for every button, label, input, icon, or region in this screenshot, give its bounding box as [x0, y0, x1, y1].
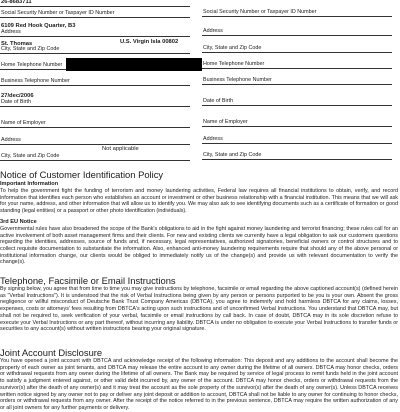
- joint-city-label: City, State and Zip Code: [203, 45, 262, 51]
- joint-business-phone-field: [202, 69, 392, 85]
- redaction-bar: [66, 58, 202, 71]
- joint-employer-city-field: [202, 144, 392, 160]
- address-field: [0, 18, 190, 37]
- joint-city-field: [202, 36, 392, 53]
- joint-employer-address-label: Address: [203, 136, 223, 142]
- paragraph: You have opened a joint account with DBTCA and acknowledge receipt of the following information: This deposit and any additions to the account shall become the property of each owner as joint tenants, and DBTCA may release the entire account to any owner during the lifetime of all owners. DBTCA may honor checks, orders or withdrawal requests from any owner during the lifetime of all owners. The Bank may be required by service of legal process to remit funds held in the joint account to satisfy a judgment entered against, or other valid debt incurred by, any owner of the account. DBTCA may honor checks, orders or withdrawal requests from the survivor(s) after the death of any owner(s) and it may treat the account as the sole property of the survivor(s) after the death of any owner(s). Unless DBTCA receives written notice signed by any owner not to pay or deliver any joint deposit or addition to account, DBTCA shall not be liable to any owner for continuing to honor checks, orders or withdrawal requests from any owner. After the receipt of the notice referred to in the previous sentence, DBTCA may require the written authorization of any or all joint owners for any further payments or delivery.: [0, 358, 398, 411]
- city-field: [0, 37, 190, 54]
- employer-field: [0, 107, 190, 128]
- city-label: City, State and Zip Code: [1, 46, 60, 52]
- employer-address-field: [0, 128, 190, 145]
- joint-dob-label: Date of Birth: [203, 98, 233, 104]
- subheading: Important Information: [0, 181, 59, 187]
- paragraph: By signing below, you agree that from time to time you may give instructions by telephone, facsimile or email regarding the above captioned account(s) (defined herein as "Verbal Instructions"). It is understood that the risk of Verbal Instructions being given by any person or persons purported to be you is your own. Absent the gross negligence or willful misconduct of Deutsche Bank Trust Company Americas (DBTCA), you agree to indemnify and hold harmless DBTCA for any claims, losses, expenses, costs or attorneys' fees resulting from DBTCA's acting upon such instructions and of unconfirmed Verbal Instructions. You understand that DBTCA may, but shall not be required to, seek verification of your verbal, facsimile or email instructions by call back. In case of doubt, DBTCA may in its sole discretion refuse to execute your Verbal Instructions or any part thereof, without incurring any liability. DBTCA is under no obligation to execute your Verbal Instructions to transfer funds or securities to any account(s) without written instructions bearing your original signature.: [0, 286, 398, 333]
- section-title: Telephone, Facsimile or Email Instructions: [0, 275, 176, 286]
- employer-city-label: City, State and Zip Code: [1, 153, 60, 159]
- employer-city-value: Not applicable: [102, 146, 139, 152]
- business-phone-label: Business Telephone Number: [1, 78, 70, 84]
- dob-field: [0, 86, 190, 107]
- joint-home-phone-label: Home Telephone Number: [203, 61, 265, 67]
- joint-employer-address-field: [202, 127, 392, 144]
- ssn-value: 26-8683711: [1, 0, 32, 5]
- paragraph: To help the government fight the funding of terrorism and money laundering activities, Federal law requires all financial institutions to obtain, verify, and record information that identifies each person who establishes an account or investment or other business relationship with a financial institution. This means that we will ask for your name, address, and other information that will allow us to identify you. We may also ask to see identifying documents such as a certificate of formation or good standing (legal entities) or a passport or other photo identification (individuals).: [0, 188, 398, 215]
- joint-ssn-label: Social Security Number or Taxpayer ID Number: [203, 9, 317, 15]
- joint-employer-field: [202, 106, 392, 127]
- section-title: Notice of Customer Identification Policy: [0, 169, 164, 180]
- city-value: St. Thomas: [1, 41, 33, 47]
- state-zip-value: U.S. Virgin Isla 00802: [120, 39, 179, 45]
- employer-address-label: Address: [1, 137, 21, 143]
- ssn-label-row: [0, 7, 190, 18]
- ssn-field: [0, 0, 190, 7]
- joint-address-label: Address: [203, 28, 223, 34]
- address-label: Address: [1, 29, 21, 35]
- primary-owner-column: [0, 0, 190, 161]
- business-phone-field: [0, 70, 190, 86]
- joint-home-phone-field: [202, 53, 392, 69]
- ssn-label: Social Security Number or Taxpayer ID Number: [1, 10, 115, 16]
- customer-identification-section: [0, 169, 398, 266]
- section-title: Joint Account Disclosure: [0, 347, 103, 358]
- dob-label: Date of Birth: [1, 99, 31, 105]
- dob-value: 27/dec/2006: [1, 93, 34, 99]
- joint-account-section: [0, 347, 398, 412]
- subheading: 3rd EU Notice: [0, 218, 37, 225]
- joint-business-phone-label: Business Telephone Number: [203, 77, 272, 83]
- home-phone-label: Home Telephone Number: [1, 62, 63, 68]
- joint-owner-column: [202, 0, 392, 160]
- joint-employer-label: Name of Employer: [203, 119, 248, 125]
- telephone-instructions-section: [0, 275, 398, 333]
- address-value: 6109 Red Hook Quarter, B3: [1, 23, 76, 29]
- joint-ssn-field: [202, 0, 392, 17]
- joint-dob-field: [202, 85, 392, 106]
- joint-employer-city-label: City, State and Zip Code: [203, 152, 262, 158]
- paragraph: Governmental rules have also broadened the scope of the Bank's obligations to aid in the fight against money laundering and terrorist financing; these rules call for an active involvement of both asset management firms and their clients. For new and existing clients we currently have a legal obligation to ask our customers questions regarding the identities, addresses, source of funds and, if necessary, legal representatives, authorized signatories, beneficial owners or control structures and to collect requisite documentation to substantiate the information. Also, enhanced anti-money laundering requirements require that should any of the above personal or institutional information change, our clients would be obliged to immediately notify us of the change(s) and provide us with relevant documentation to verify the change(s).: [0, 225, 398, 266]
- employer-city-field: [0, 145, 190, 161]
- joint-address-field: [202, 17, 392, 36]
- employer-label: Name of Employer: [1, 120, 46, 126]
